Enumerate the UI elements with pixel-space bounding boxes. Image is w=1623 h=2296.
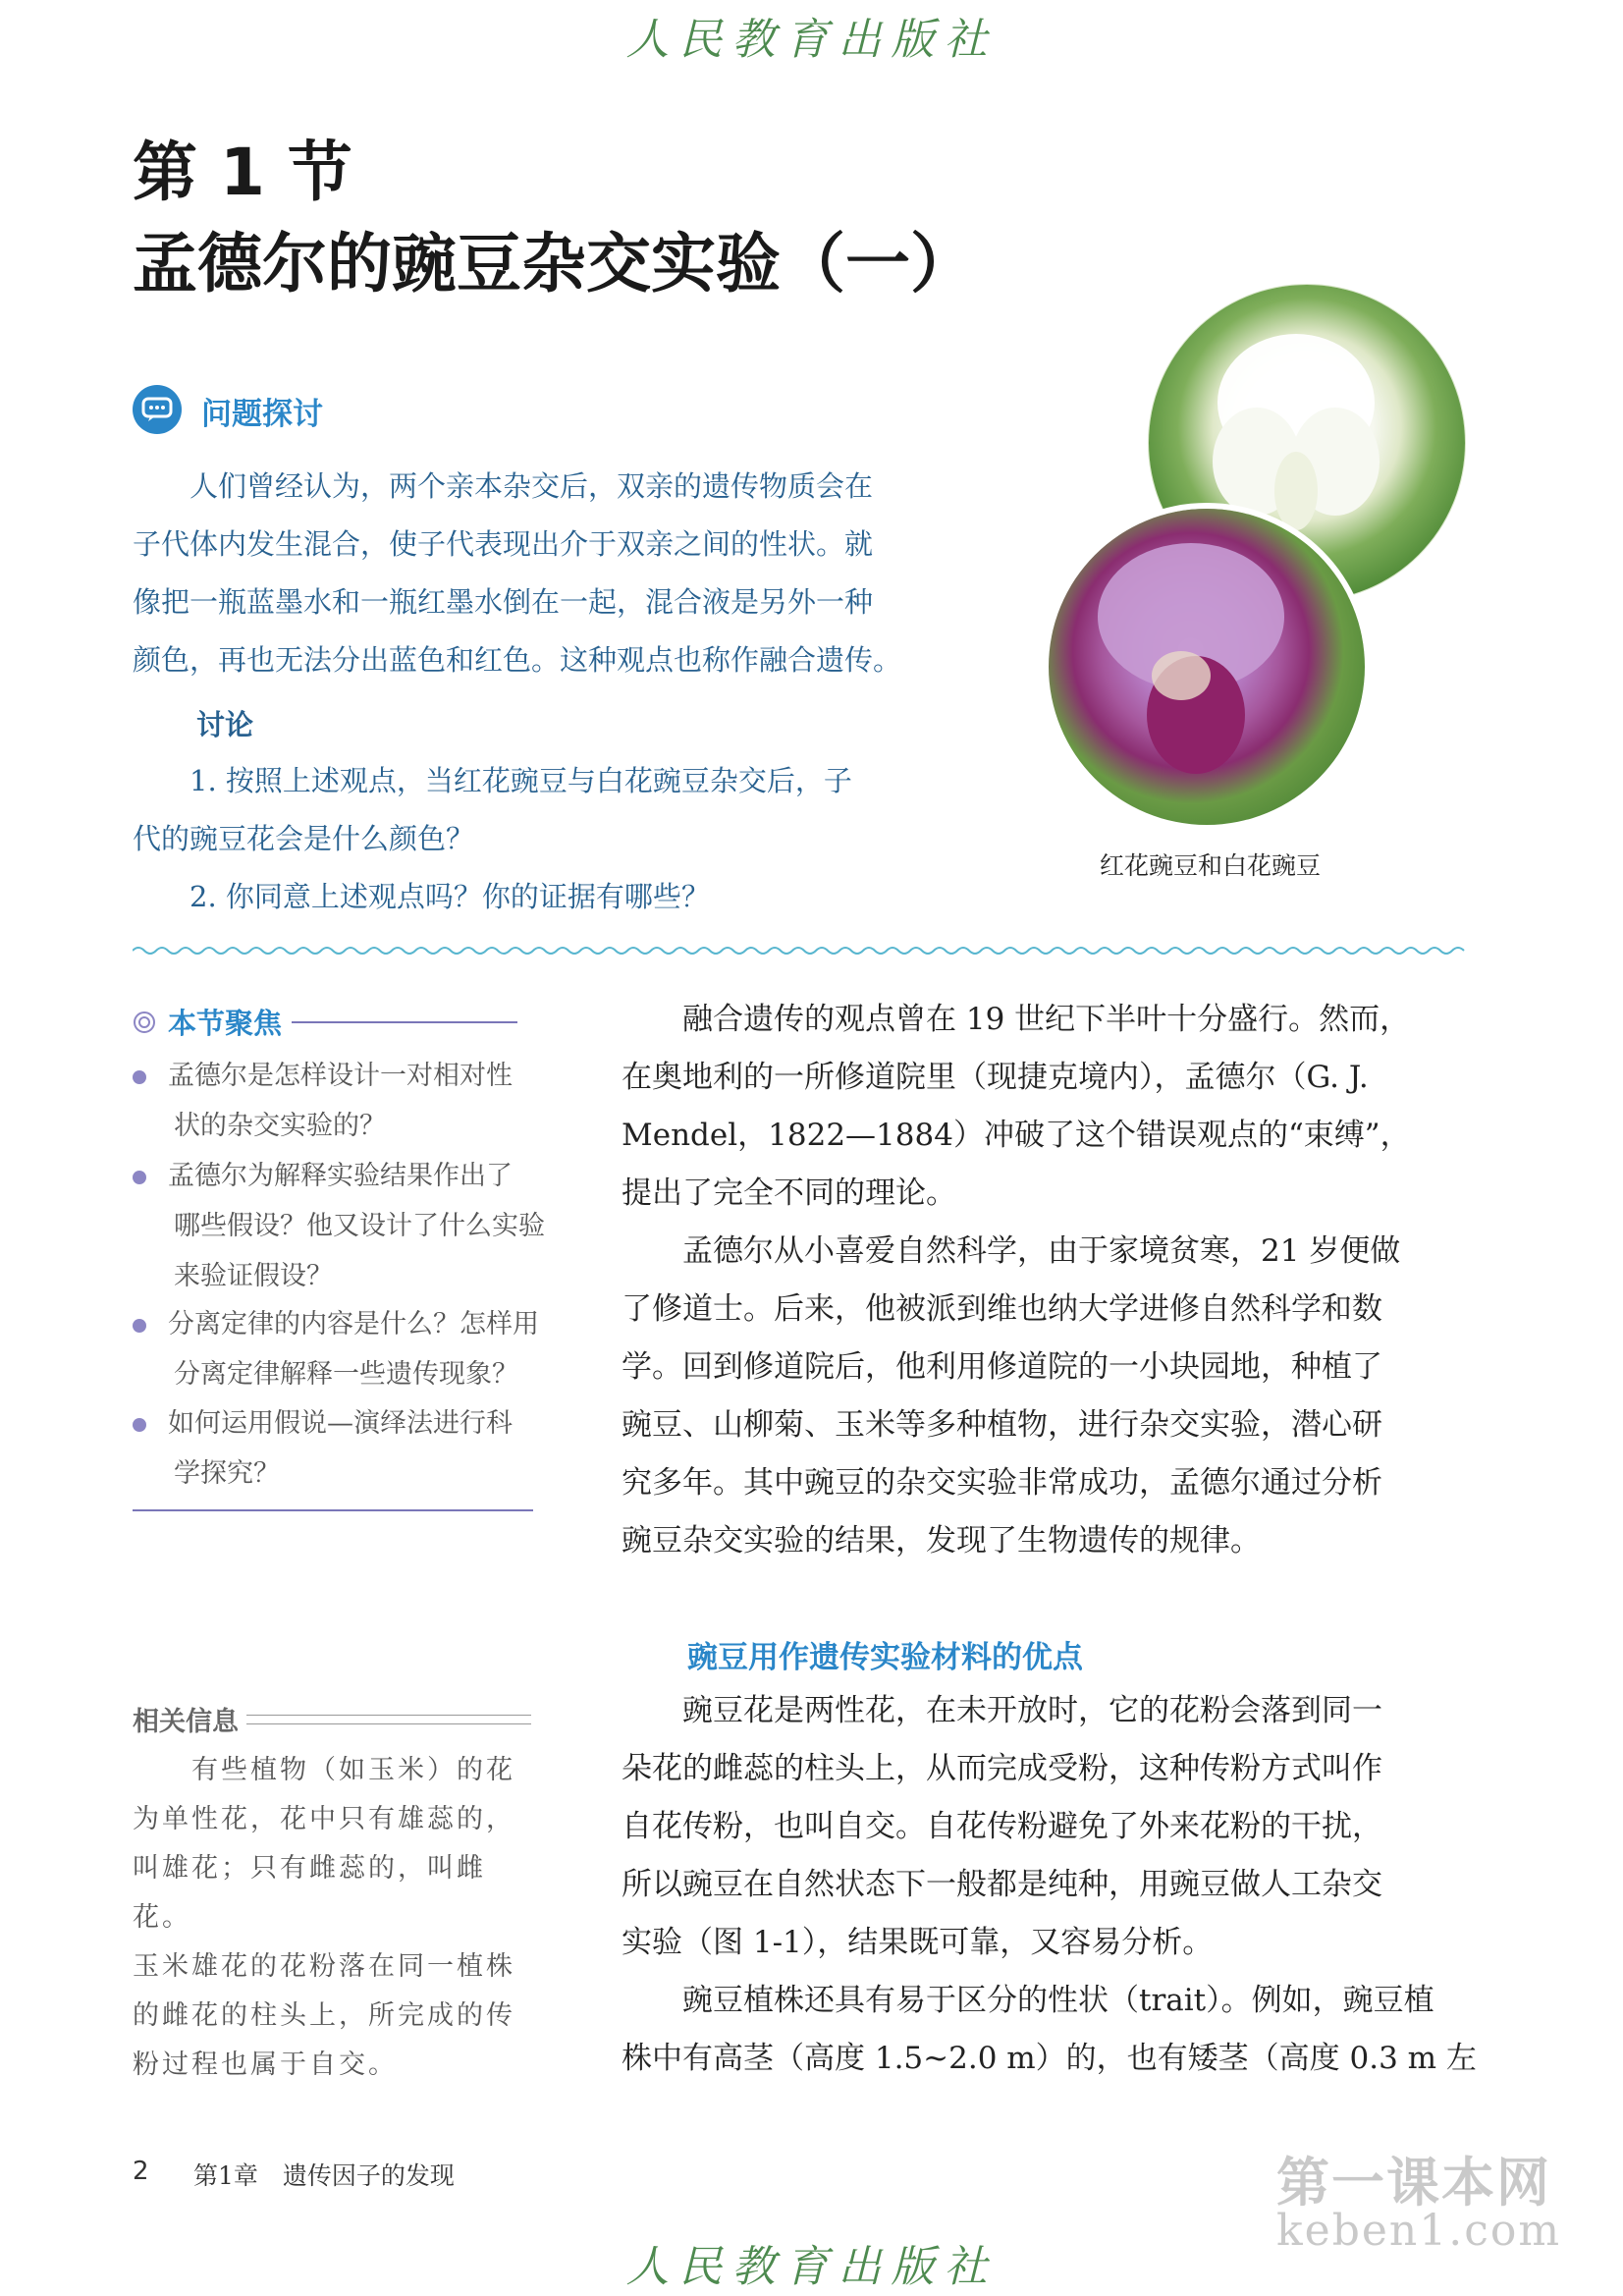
body-line: 学。回到修道院后，他利用修道院的一小块园地，种植了 (622, 1349, 1382, 1385)
body-line: 自花传粉，也叫自交。自花传粉避免了外来花粉的干扰， (622, 1809, 1382, 1844)
red-pea-flower-image (1049, 509, 1365, 825)
body-line: 豌豆植株还具有易于区分的性状（trait）。例如，豌豆植 (622, 1983, 1434, 2018)
body-line: 豌豆杂交实验的结果，发现了生物遗传的规律。 (622, 1523, 1261, 1558)
chapter-label: 第1章 遗传因子的发现 (193, 2161, 455, 2190)
site-watermark-url: keben1.com (1276, 2206, 1562, 2256)
bullet-dot (133, 1070, 146, 1084)
body-line: 豌豆花是两性花，在未开放时，它的花粉会落到同一 (622, 1693, 1382, 1728)
focus-item-text: 分离定律解释一些遗传现象？ (174, 1359, 518, 1390)
focus-item-text: 哪些假设？他又设计了什么实验 (174, 1211, 545, 1241)
focus-item-text: 如何运用假说—演绎法进行科 (168, 1408, 513, 1439)
focus-title: 本节聚焦 (168, 1007, 283, 1040)
wavy-divider (133, 943, 1468, 958)
focus-title-rule (292, 1021, 517, 1023)
page-number: 2 (133, 2157, 149, 2186)
discussion-label: 问题探讨 (201, 397, 323, 432)
body-line: 在奥地利的一所修道院里（现捷克境内），孟德尔（G. J. (622, 1060, 1369, 1095)
site-watermark-cn: 第一课本网 (1276, 2152, 1551, 2214)
focus-item (133, 1398, 545, 1499)
body-line: 所以豌豆在自然状态下一般都是纯种，用豌豆做人工杂交 (622, 1867, 1382, 1902)
question-line: 代的豌豆花会是什么颜色？ (133, 822, 475, 855)
focus-item-text: 来验证假设？ (174, 1261, 333, 1291)
body-line: 豌豆、山柳菊、玉米等多种植物，进行杂交实验，潜心研 (622, 1407, 1382, 1443)
bullet-dot (133, 1171, 146, 1184)
focus-item-text: 状的杂交实验的？ (174, 1111, 386, 1141)
section-title: 孟德尔的豌豆杂交实验（一） (133, 226, 975, 301)
question-line: 1. 按照上述观点，当红花豌豆与白花豌豆杂交后，子 (133, 764, 852, 797)
focus-item-text: 学探究？ (174, 1458, 280, 1489)
related-info-line: 的雌花的柱头上，所完成的传 (133, 2000, 515, 2031)
discussion-para-line: 子代体内发生混合，使子代表现出介于双亲之间的性状。就 (133, 527, 874, 561)
focus-item (133, 1151, 545, 1301)
body-line: 提出了完全不同的理论。 (622, 1175, 956, 1211)
publisher-watermark-top: 人民教育出版社 (625, 15, 998, 65)
related-info-title: 相关信息 (133, 1707, 239, 1737)
related-info-line: 为单性花，花中只有雄蕊的， (133, 1804, 515, 1834)
discussion-para-line: 颜色，再也无法分出蓝色和红色。这种观点也称作融合遗传。 (133, 643, 902, 677)
related-info-rule (246, 1715, 531, 1724)
focus-item-text: 分离定律的内容是什么？怎样用 (168, 1309, 539, 1339)
related-info-line: 叫雄花；只有雌蕊的，叫雌花。 (133, 1853, 486, 1933)
body-line: 究多年。其中豌豆的杂交实验非常成功，孟德尔通过分析 (622, 1465, 1382, 1501)
body-line: 朵花的雌蕊的柱头上，从而完成受粉，这种传粉方式叫作 (622, 1751, 1382, 1786)
body-line: 融合遗传的观点曾在 19 世纪下半叶十分盛行。然而， (622, 1002, 1411, 1037)
related-info-header (133, 1700, 531, 1738)
subsection-heading: 豌豆用作遗传实验材料的优点 (687, 1640, 1083, 1675)
body-line: 株中有高茎（高度 1.5~2.0 m）的，也有矮茎（高度 0.3 m 左 (622, 2041, 1477, 2076)
focus-header (133, 1002, 517, 1042)
discussion-para-line: 人们曾经认为，两个亲本杂交后，双亲的遗传物质会在 (133, 469, 874, 503)
related-info-body (133, 1746, 535, 2090)
bullet-dot (133, 1319, 146, 1333)
discussion-heading: 讨论 (196, 708, 254, 741)
figure-caption: 红花豌豆和白花豌豆 (1100, 851, 1322, 880)
focus-item (133, 1299, 545, 1399)
body-line: 孟德尔从小喜爱自然科学，由于家境贫寒，21 岁便做 (622, 1233, 1401, 1269)
body-line: 实验（图 1-1），结果既可靠，又容易分析。 (622, 1925, 1214, 1960)
focus-item-text: 孟德尔是怎样设计一对相对性 (168, 1061, 513, 1091)
target-icon (133, 1011, 156, 1034)
related-info-line: 玉米雄花的花粉落在同一植株 (133, 1951, 515, 1982)
question-line: 2. 你同意上述观点吗？你的证据有哪些？ (133, 880, 710, 913)
chat-bubble-icon (133, 385, 182, 434)
bullet-dot (133, 1418, 146, 1432)
body-line: 了修道士。后来，他被派到维也纳大学进修自然科学和数 (622, 1291, 1382, 1327)
focus-bottom-rule (133, 1509, 533, 1511)
focus-item (133, 1051, 545, 1151)
focus-item-text: 孟德尔为解释实验结果作出了 (168, 1161, 513, 1191)
section-number: 第 1 节 (133, 135, 352, 210)
publisher-watermark-bottom: 人民教育出版社 (625, 2242, 998, 2292)
discussion-para-line: 像把一瓶蓝墨水和一瓶红墨水倒在一起，混合液是另外一种 (133, 585, 874, 619)
body-line: Mendel，1822—1884）冲破了这个错误观点的“束缚”， (622, 1118, 1411, 1153)
related-info-line: 有些植物（如玉米）的花 (133, 1755, 515, 1785)
related-info-line: 粉过程也属于自交。 (133, 2050, 398, 2080)
